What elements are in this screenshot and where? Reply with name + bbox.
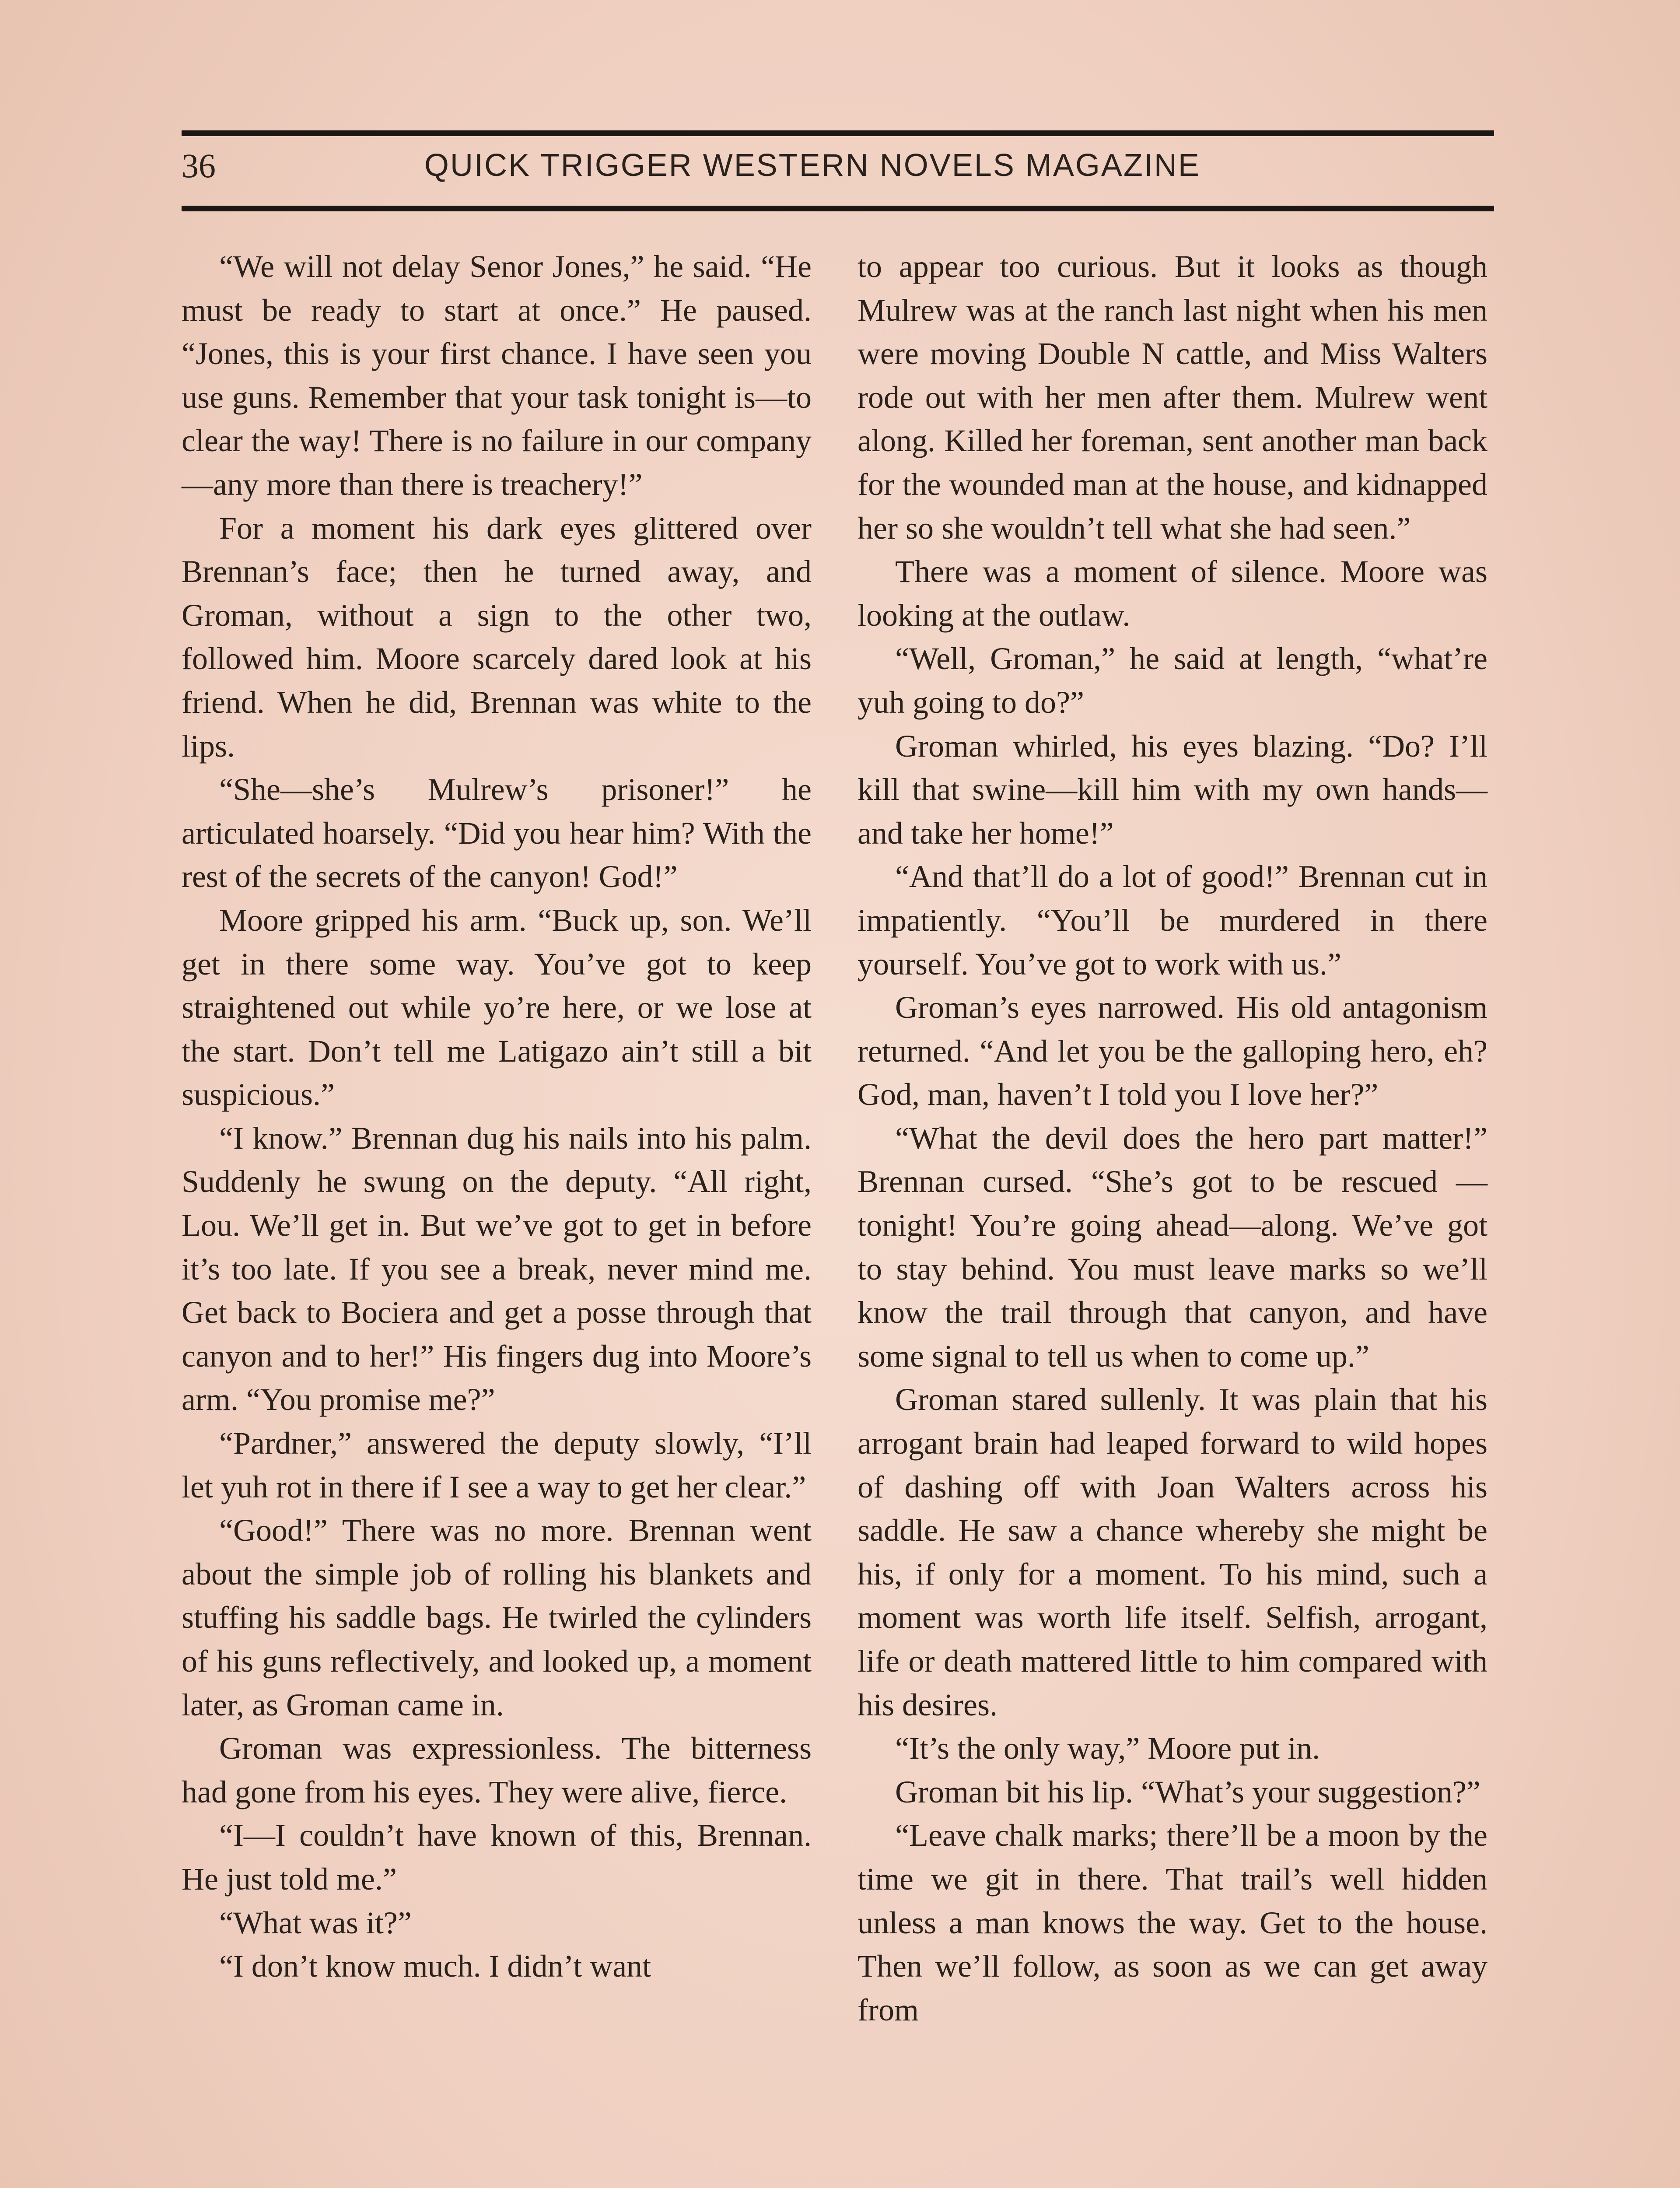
left-text-column <box>182 245 812 1988</box>
paragraph: “We will not delay Senor Jones,” he said. “He must be ready to start at once.” He paused. “Jones, this is your first chance. I have seen you use guns. Remember that your task tonight is—to clear the way! There is no failure in our company—any more than there is treachery!” <box>182 249 812 502</box>
paragraph-continued: to appear too curious. But it looks as though Mulrew was at the ranch last night when his men were moving Double N cattle, and Miss Walters rode out with her men after them. Mulrew went along. Killed her foreman, sent another man back for the wounded man at the house, and kidnapped her so she wouldn’t tell what she had seen.” <box>858 249 1488 546</box>
magazine-title: QUICK TRIGGER WESTERN NOVELS MAGAZINE <box>424 148 1200 183</box>
paragraph: “What was it?” <box>219 1905 412 1940</box>
header-bottom-rule <box>182 206 1494 211</box>
paragraph: “Leave chalk marks; there’ll be a moon by the time we git in there. That trail’s well hidden unless a man knows the way. Get to the house. Then we’ll follow, as soon as we can get away from <box>858 1818 1488 2027</box>
paragraph: “Well, Groman,” he said at length, “what’re yuh going to do?” <box>858 641 1488 720</box>
page-number: 36 <box>182 147 216 185</box>
paragraph: “Good!” There was no more. Brennan went about the simple job of rolling his blankets and stuffing his saddle bags. He twirled the cylinders of his guns reflectively, and looked up, a moment later, as Groman came in. <box>182 1513 812 1722</box>
paragraph: Groman’s eyes narrowed. His old antagonism returned. “And let you be the galloping hero, eh? God, man, haven’t I told you I love her?” <box>858 990 1488 1112</box>
paragraph: “She—she’s Mulrew’s prisoner!” he articulated hoarsely. “Did you hear him? With the rest of the secrets of the canyon! God!” <box>182 772 812 894</box>
paragraph: Groman stared sullenly. It was plain that his arrogant brain had leaped forward to wild hopes of dashing off with Joan Walters across his saddle. He saw a chance whereby she might be his, if only for a moment. To his mind, such a moment was worth life itself. Selfish, arrogant, life or death mattered little to him compared with his desires. <box>858 1382 1488 1722</box>
paragraph: There was a moment of silence. Moore was looking at the outlaw. <box>858 554 1488 633</box>
paragraph: “It’s the only way,” Moore put in. <box>895 1731 1320 1766</box>
paragraph: “I don’t know much. I didn’t want <box>219 1949 651 1984</box>
page-header <box>182 140 1494 201</box>
paragraph: “What the devil does the hero part matter!” Brennan cursed. “She’s got to be rescued — tonight! You’re going ahead—along. We’ve got to stay behind. You must leave marks so we’ll know the trail through that canyon, and have some signal to tell us when to come up.” <box>858 1120 1488 1374</box>
right-text-column <box>858 245 1488 2032</box>
paragraph: Groman was expressionless. The bitterness had gone from his eyes. They were alive, fierce. <box>182 1731 812 1809</box>
paragraph: “Pardner,” answered the deputy slowly, “I’ll let yuh rot in there if I see a way to get her clear.” <box>182 1426 812 1504</box>
paragraph: “I—I couldn’t have known of this, Brennan. He just told me.” <box>182 1818 812 1897</box>
header-top-rule <box>182 130 1494 136</box>
paragraph: Groman bit his lip. “What’s your suggestion?” <box>895 1774 1480 1809</box>
paragraph: “I know.” Brennan dug his nails into his palm. Suddenly he swung on the deputy. “All right, Lou. We’ll get in. But we’ve got to get in before it’s too late. If you see a break, never mind me. Get back to Bociera and get a posse through that canyon and to her!” His fingers dug into Moore’s arm. “You promise me?” <box>182 1120 812 1417</box>
paragraph: Moore gripped his arm. “Buck up, son. We’ll get in there some way. You’ve got to keep straightened out while yo’re here, or we lose at the start. Don’t tell me Latigazo ain’t still a bit suspicious.” <box>182 902 812 1112</box>
paragraph: “And that’ll do a lot of good!” Brennan cut in impatiently. “You’ll be murdered in there yourself. You’ve got to work with us.” <box>858 859 1488 982</box>
paragraph: Groman whirled, his eyes blazing. “Do? I’ll kill that swine—kill him with my own hands—and take her home!” <box>858 728 1488 851</box>
paragraph: For a moment his dark eyes glittered over Brennan’s face; then he turned away, and Groman, without a sign to the other two, followed him. Moore scarcely dared look at his friend. When he did, Brennan was white to the lips. <box>182 510 812 764</box>
